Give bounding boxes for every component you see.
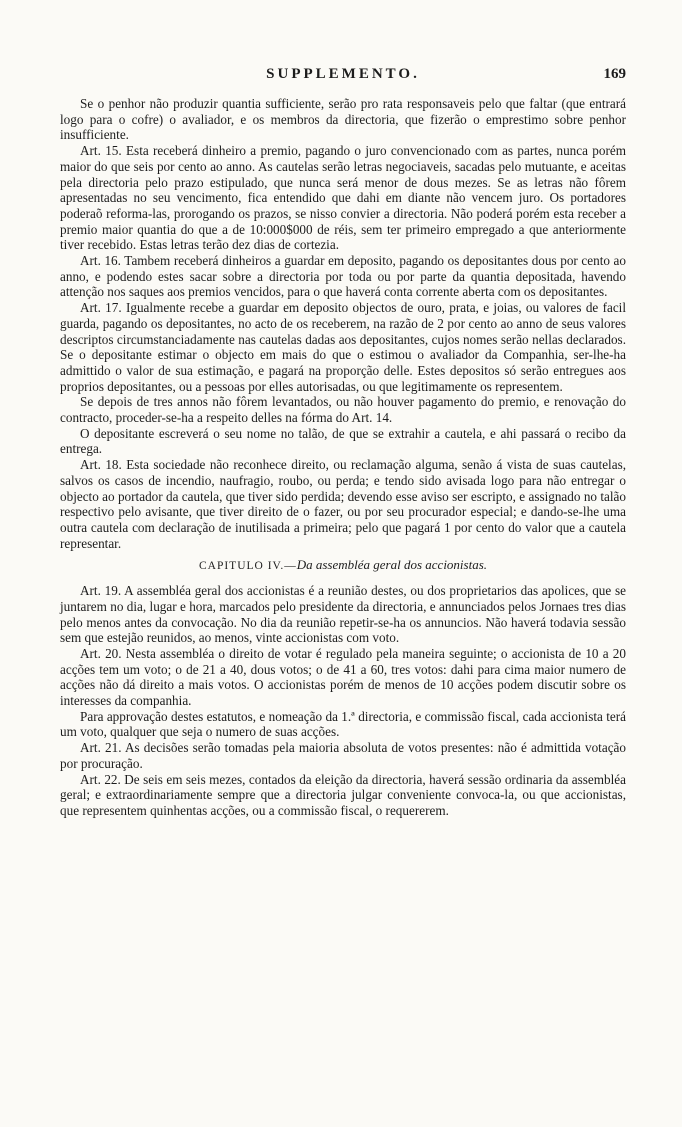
paragraph-art-18: Art. 18. Esta sociedade não reconhece direito, ou reclamação alguma, senão á vista de suas cautelas, salvos os casos de incendio, naufragio, roubo, ou perda; e tendo sido avisada logo para não entregar o objecto ao portador da cautela, que tiver sido perdida; devendo esse aviso ser escripto, e assignado no talão respectivo pelo avisante, que tiver direito de o fazer, ou por seu procurador especial; e dando-se-lhe uma outra cautela com declaração de inutilisada a primeira; pelo que pagará 1 por cento do valor que a cautela representar. bbox=[60, 457, 626, 551]
paragraph-penhor: Se o penhor não produzir quantia sufficiente, serão pro rata responsaveis pelo que faltar (que entrará logo para o cofre) o avaliador, e os membros da directoria, que fizerão o emprestimo sobre penhor insufficiente. bbox=[60, 96, 626, 143]
paragraph-art-19: Art. 19. A assembléa geral dos accionistas é a reunião destes, ou dos proprietarios das apolices, que se juntarem no dia, lugar e hora, marcados pelo presidente da directoria, e annunciados pelos Jornaes tres dias pelo menos antes da convocação. No dia da reunião repetir-se-ha os annuncios. Não haverá todavia sessão sem que estejão reunidos, ao menos, vinte accionistas com voto. bbox=[60, 583, 626, 646]
paragraph-art-20: Art. 20. Nesta assembléa o direito de votar é regulado pela maneira seguinte; o accionista de 10 a 20 acções tem um voto; o de 21 a 40, dous votos; o de 41 a 60, tres votos: dahi para cima maior numero de acções não dá direito a mais votos. O accionistas porém de menos de 10 acções podem discutir sobre os interesses da companhia. bbox=[60, 645, 626, 709]
page-number: 169 bbox=[603, 66, 626, 82]
paragraph-depositante-talao: O depositante escreverá o seu nome no talão, de que se extrahir a cautela, e ahi passará o recibo da entrega. bbox=[60, 425, 626, 457]
chapter-label: CAPITULO IV.— bbox=[198, 560, 297, 573]
running-title: SUPPLEMENTO. bbox=[266, 66, 420, 82]
paragraph-art-21: Art. 21. As decisões serão tomadas pela maioria absoluta de votos presentes: não é admittida votação por procuração. bbox=[60, 740, 626, 771]
chapter-heading bbox=[60, 557, 626, 575]
chapter-title: Da assembléa geral dos accionistas. bbox=[296, 557, 488, 573]
paragraph-art-16: Art. 16. Tambem receberá dinheiros a guardar em deposito, pagando os depositantes dous por cento ao anno, e podendo estes sacar sobre a directoria por toda ou por parte da quantia depositada, havendo attenção nos saques aos premios vencidos, para o que haverá conta corrente aberta com os depositantes. bbox=[60, 253, 626, 300]
paragraph-approvacao: Para approvação destes estatutos, e nomeação da 1.ª directoria, e commissão fiscal, cada accionista terá um voto, qualquer que seja o numero de suas acções. bbox=[60, 708, 626, 740]
paragraph-art-17: Art. 17. Igualmente recebe a guardar em deposito objectos de ouro, prata, e joias, ou valores de facil guarda, pagando os depositantes, no acto de os receberem, na razão de 2 por cento ao anno de seus valores descriptos circumstanciadamente nas cautelas dadas aos depositantes, cujos nomes serão nellas declarados. Se o depositante estimar o objecto em mais do que o estimou o avaliador da Companhia, ser-lhe-ha admittido o valor de sua estimação, e pagará na proporção delle. Estes depositos só serão entregues aos proprios depositantes, ou a pessoas por elles autorisadas, ou que legitimamente os representem. bbox=[60, 300, 626, 394]
paragraph-art-22: Art. 22. De seis em seis mezes, contados da eleição da directoria, haverá sessão ordinaria da assembléa geral; e extraordinariamente sempre que a directoria julgar conveniente convoca-la, ou que accionistas, que representem quinhentas acções, ou a commissão fiscal, o requererem. bbox=[60, 771, 626, 818]
paragraph-depositos-tres-annos: Se depois de tres annos não fôrem levantados, ou não houver pagamento do premio, e renovação do contracto, proceder-se-ha a respeito delles na fórma do Art. 14. bbox=[60, 394, 626, 426]
page-header bbox=[60, 66, 626, 88]
paragraph-art-15: Art. 15. Esta receberá dinheiro a premio, pagando o juro convencionado com as partes, nunca porém maior do que seis por cento ao anno. As cautelas serão letras negociaveis, sacadas pelo mutuante, e aceitas pela directoria pelo prazo estipulado, que nunca será menor de dous mezes. Se as letras não fôrem apresentadas no seu vencimento, fica entendido que dahi em diante não vencem juro. Os portadores poderaõ reforma-las, prorogando os prazos, se nisso convier a directoria. Não poderá porém esta receber a premio maior quantia do que a de 10:000$000 de réis, sem ter primeiro empregado a que anteriormente tiver recebido. Estas letras terão dez dias de cortezia. bbox=[60, 143, 626, 253]
page-body bbox=[60, 96, 626, 819]
